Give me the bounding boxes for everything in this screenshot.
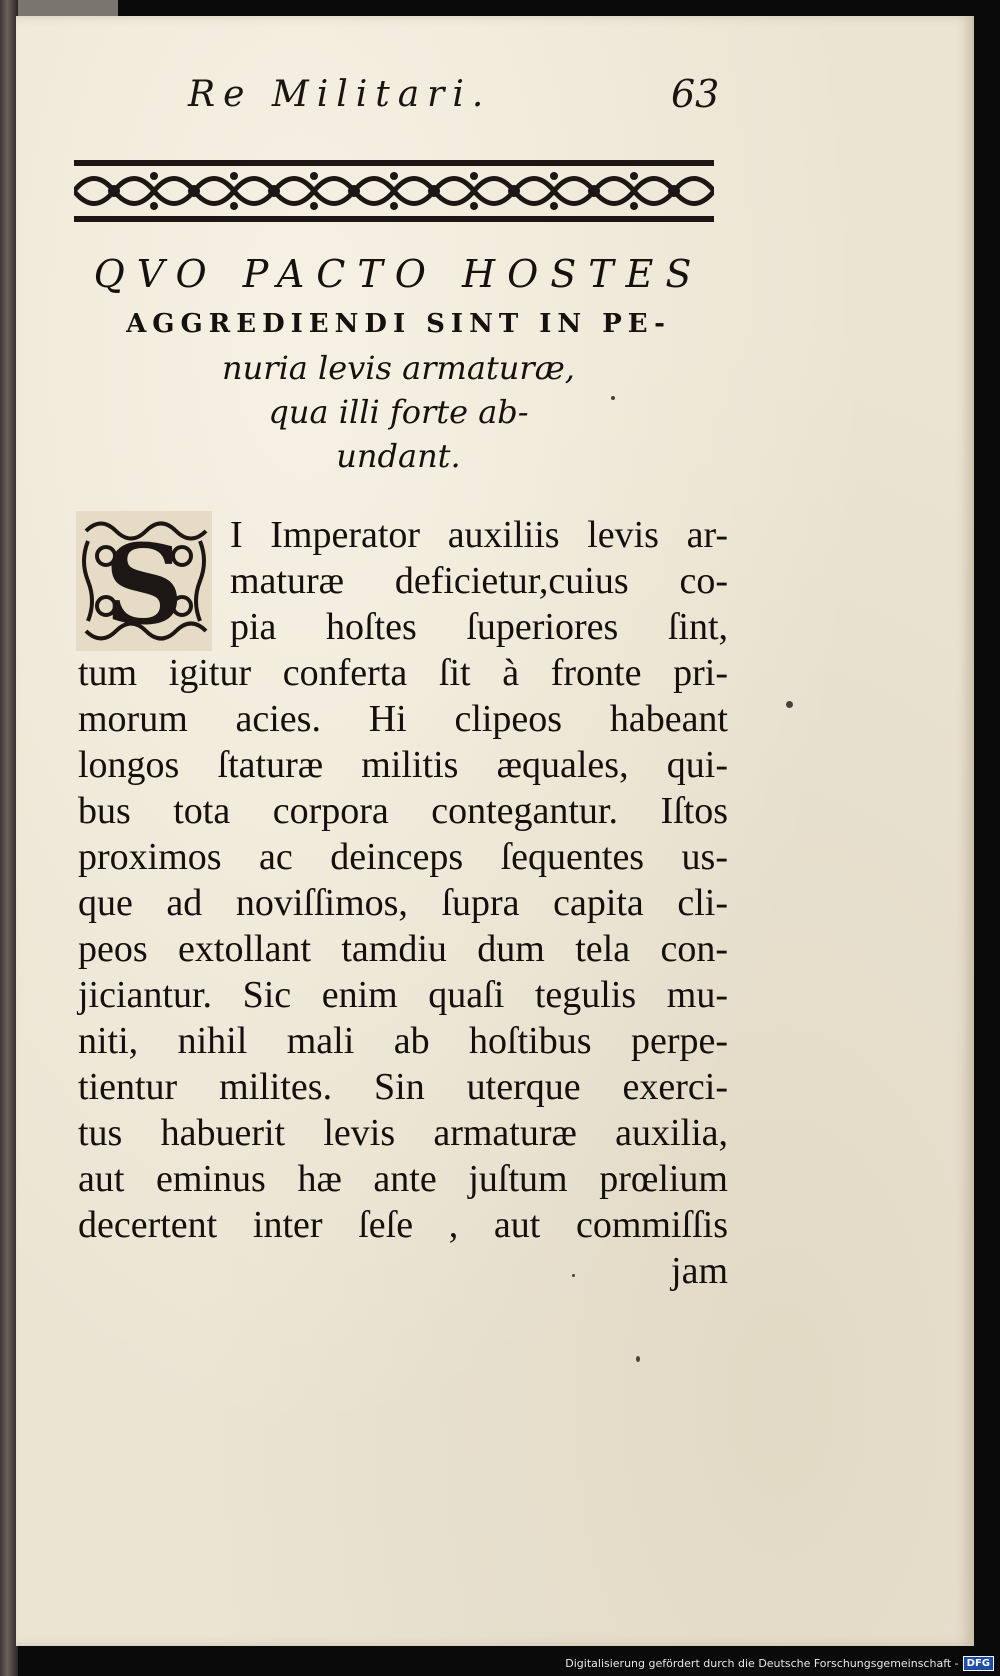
heading-line-2: AGGREDIENDI SINT IN PE- [126,309,671,339]
paper-speck [786,701,793,708]
heading-line-5: undant. [336,437,461,475]
body-line: que ad noviſſimos, ſupra capita cli- [78,882,728,924]
body-text [78,512,728,1294]
body-line: pia hoſtes ſuperiores ſint, [230,606,728,648]
paper-speck [636,1356,640,1362]
dfg-logo-icon: DFG [963,1656,994,1671]
catchword: jam [671,1250,728,1292]
body-line: tientur milites. Sin uterque exerci- [78,1066,728,1108]
page-number: 63 [671,72,720,116]
paper-speck [572,1274,575,1277]
body-line: I Imperator auxiliis levis ar- [230,514,728,556]
body-line: decertent inter ſeſe , aut commiſſis [78,1204,728,1246]
drop-cap-letter: S [104,520,184,649]
digitization-credit [565,1653,994,1673]
body-line: morum acies. Hi clipeos habeant [78,698,728,740]
body-line: longos ſtaturæ militis æquales, qui- [78,744,728,786]
ornamental-border-icon [74,156,714,226]
body-line: aut eminus hæ ante juſtum prœlium [78,1158,728,1200]
body-line: tum igitur conferta ſit à fronte pri- [78,652,728,694]
chapter-heading [71,246,726,478]
running-title: Re Militari. [188,74,492,115]
running-head [166,66,766,126]
credit-text: Digitalisierung gefördert durch die Deutsche Forschungsgemeinschaft - [565,1656,959,1670]
book-page [16,16,974,1646]
body-line: maturæ deficietur,cuius co- [230,560,728,602]
body-line: niti, nihil mali ab hoſtibus perpe- [78,1020,728,1062]
body-line: peos extollant tamdiu dum tela con- [78,928,728,970]
heading-line-4: qua illi forte ab- [268,393,529,431]
body-line: jiciantur. Sic enim quaſi tegulis mu- [78,974,728,1016]
body-line: proximos ac deinceps ſequentes us- [78,836,728,878]
body-line: tus habuerit levis armaturæ auxilia, [78,1112,728,1154]
body-line: bus tota corpora contegantur. Iſtos [78,790,728,832]
heading-line-1: QVO PACTO HOSTES [93,252,704,296]
heading-line-3: nuria levis armaturæ, [222,349,575,387]
paper-speck [611,396,615,400]
